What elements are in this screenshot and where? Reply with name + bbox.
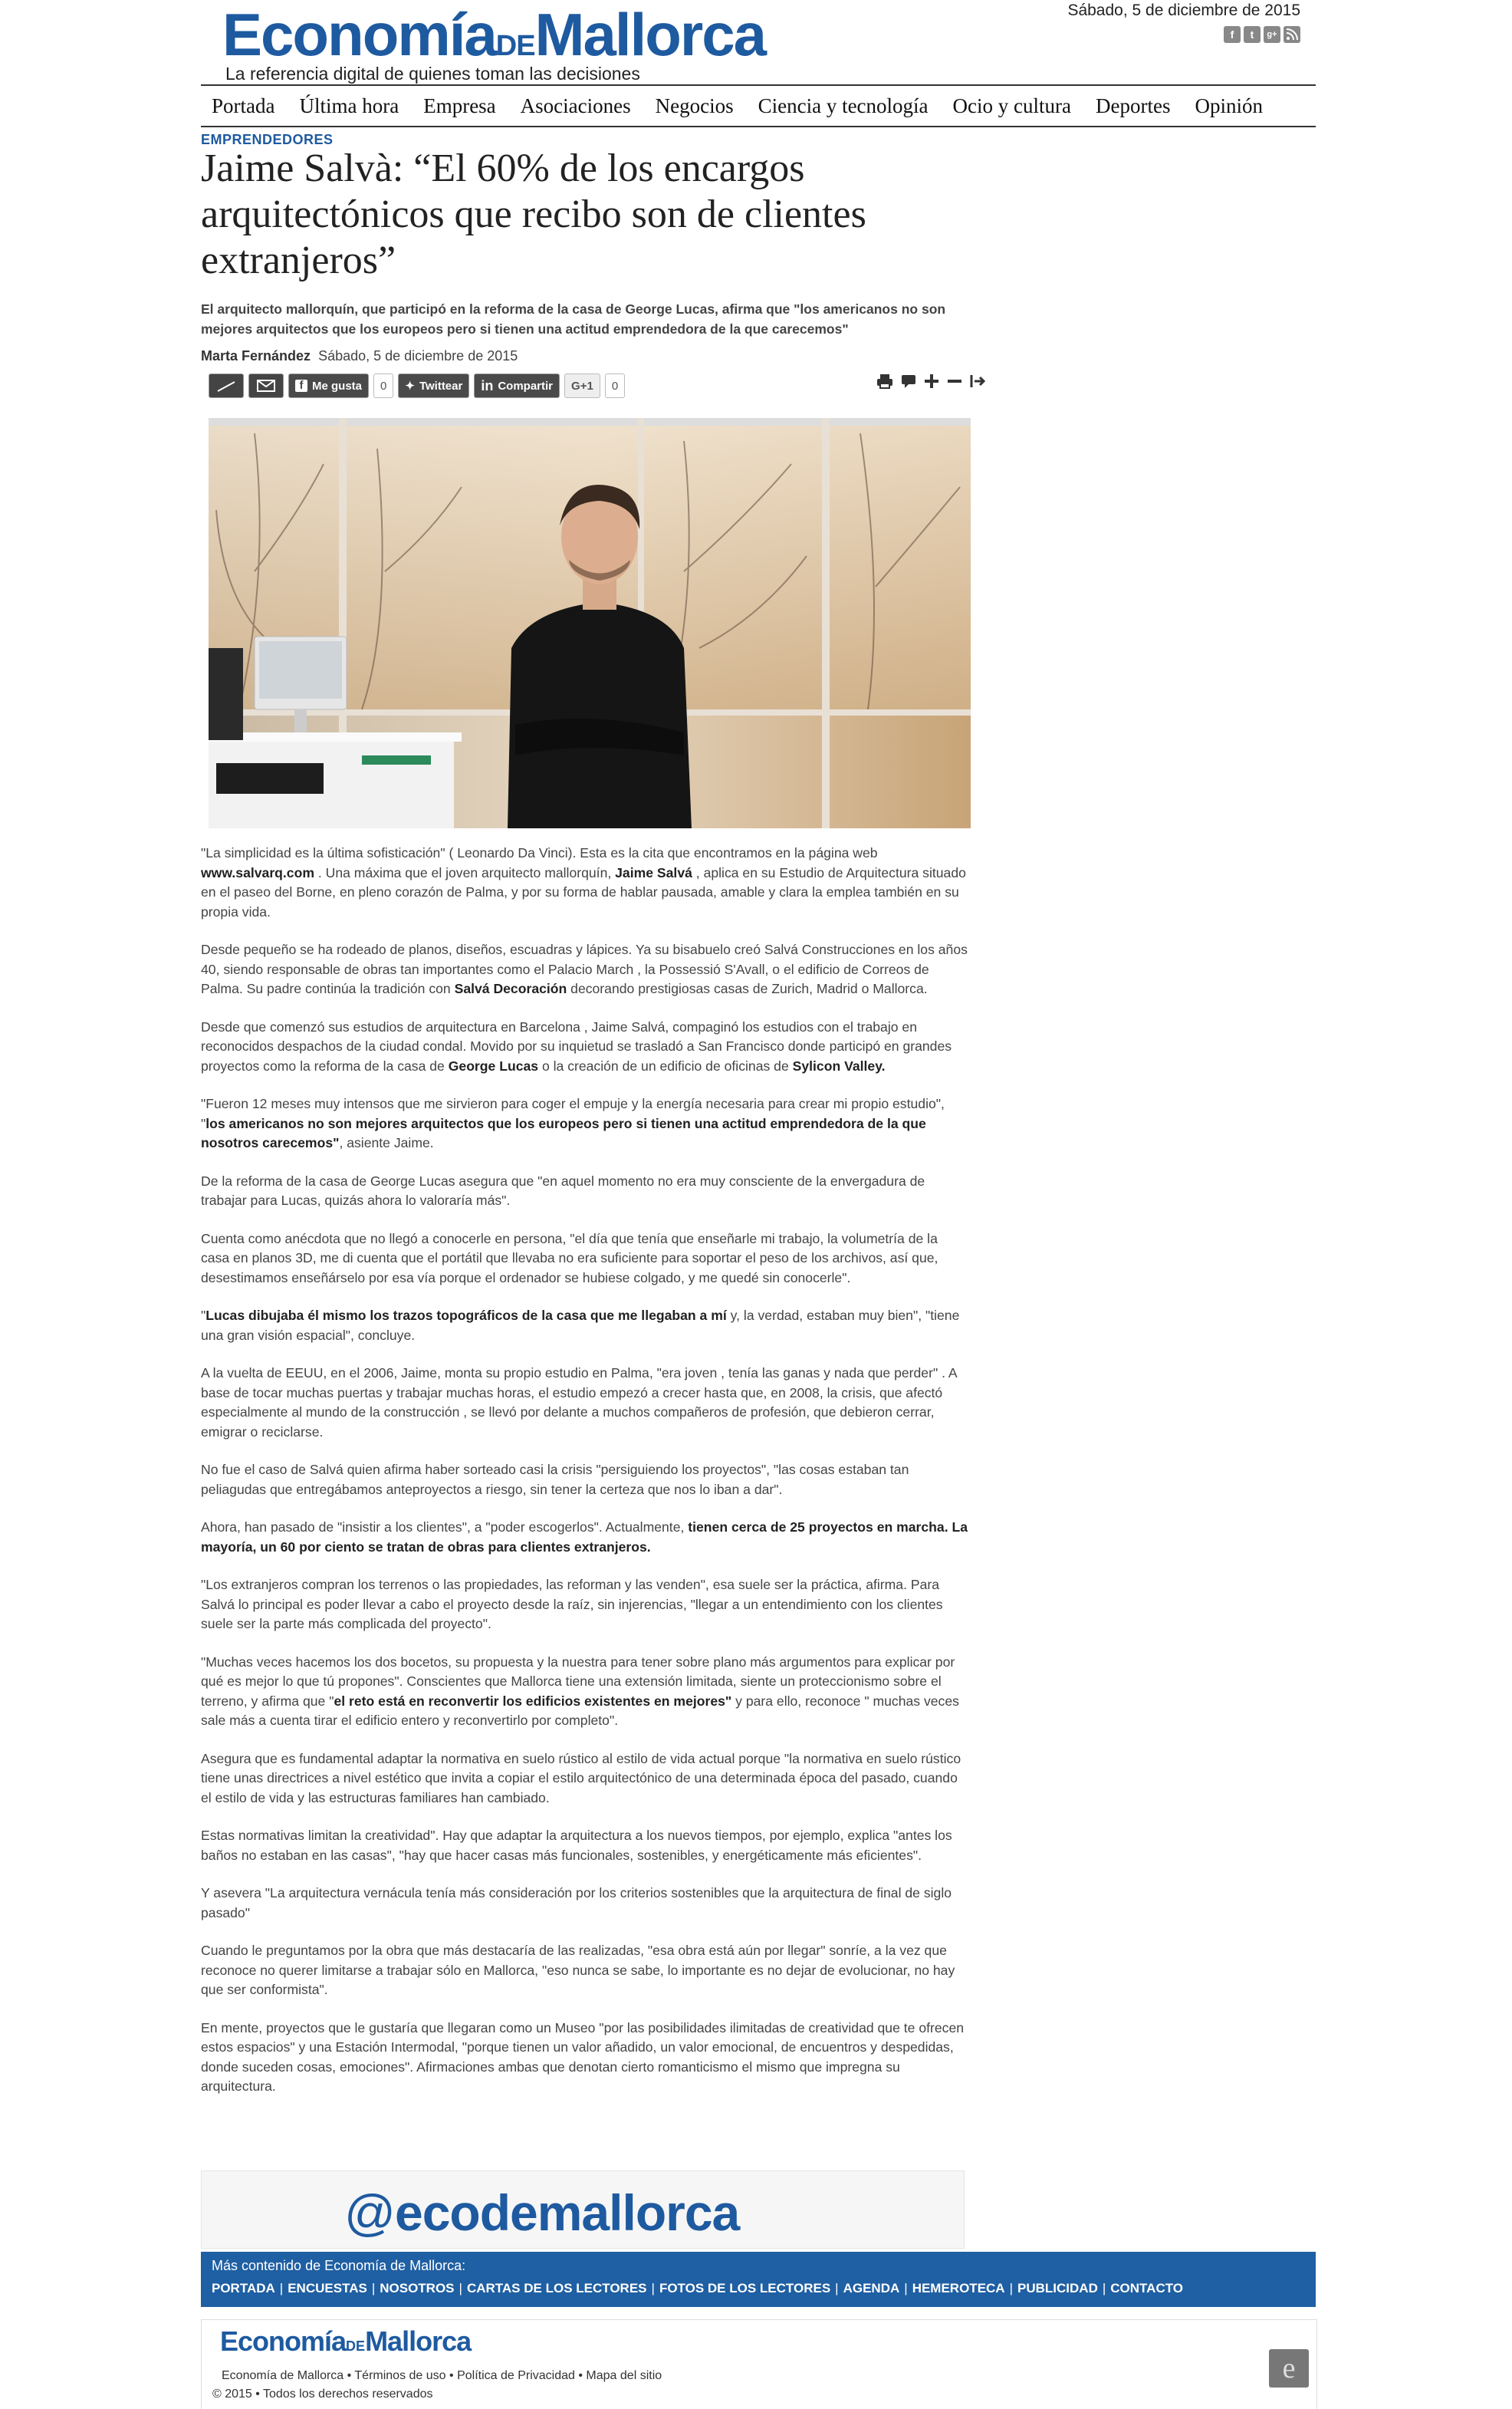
- text-span: Y asevera "La arquitectura vernácula tenía más consideración por los criterios sostenibles que la arquitectura de final de siglo pasado": [201, 1885, 952, 1920]
- main-nav: [201, 84, 1316, 127]
- section-label[interactable]: EMPRENDEDORES: [201, 132, 334, 147]
- twitter-banner[interactable]: [201, 2170, 965, 2249]
- text-span: "La simplicidad es la última sofisticación" ( Leonardo Da Vinci). Esta es la cita que encontramos en la página web: [201, 845, 878, 861]
- text-span: "Fueron 12 meses muy intensos que me sirvieron para coger el empuje y la energía necesaria para crear mi propio estudio", ": [201, 1096, 945, 1131]
- font-decrease-icon[interactable]: [946, 371, 963, 395]
- bold-text: Salvá Decoración: [454, 981, 567, 996]
- footer-links-bar: [201, 2252, 1316, 2307]
- text-span: y, la verdad, estaban muy bien", "tiene una gran visión espacial", concluye.: [201, 1308, 960, 1343]
- byline: [201, 348, 518, 364]
- footer-link[interactable]: NOSOTROS: [380, 2281, 455, 2295]
- article-paragraph: [201, 1364, 968, 1442]
- email-icon[interactable]: [248, 374, 284, 398]
- site-badge-icon: e: [1269, 2349, 1309, 2388]
- nav-ciencia-tecnologia[interactable]: Ciencia y tecnología: [758, 94, 929, 117]
- exit-icon[interactable]: [969, 371, 986, 395]
- text-span: De la reforma de la casa de George Lucas asegura que "en aquel momento no era muy consciente de la envergadura de trabajar para Lucas, quizás ahora lo valoraría más".: [201, 1173, 925, 1208]
- article-paragraph: [201, 844, 968, 922]
- text-span: "Muchas veces hacemos los dos bocetos, su propuesta y la nuestra para tener sobre plano más argumentos para explicar por qué es mejor lo que tú propones". Conscientes que Mallorca tiene una extensión limitada, siente un proteccionismo sobre el terreno, y afirma que ": [201, 1654, 955, 1709]
- footer-link[interactable]: PUBLICIDAD: [1017, 2281, 1098, 2295]
- article-paragraph: [201, 940, 968, 999]
- article-paragraph: [201, 1018, 968, 1077]
- nav-asociaciones[interactable]: Asociaciones: [520, 94, 631, 117]
- banner-at: @: [344, 2184, 395, 2241]
- tweet-label: Twittear: [419, 379, 463, 393]
- article-paragraph: [201, 1094, 968, 1153]
- pencil-icon[interactable]: [209, 374, 244, 398]
- footer-link[interactable]: ENCUESTAS: [288, 2281, 367, 2295]
- footer-link[interactable]: HEMEROTECA: [912, 2281, 1005, 2295]
- bold-text: tienen cerca de 25 proyectos en marcha. La mayoría, un 60 por ciento se tratan de obras para clientes extranjeros.: [201, 1519, 968, 1555]
- nav-negocios[interactable]: Negocios: [655, 94, 734, 117]
- rss-icon[interactable]: [1284, 26, 1300, 43]
- footer-bottom-link[interactable]: Términos de uso: [354, 2369, 446, 2382]
- copyright: © 2015 • Todos los derechos reservados: [212, 2388, 433, 2401]
- nav-empresa[interactable]: Empresa: [423, 94, 496, 117]
- bullet-separator: •: [445, 2369, 458, 2382]
- logo-word-de: DE: [495, 30, 535, 62]
- article-paragraph: [201, 1229, 968, 1288]
- separator: |: [835, 2281, 839, 2295]
- footer-logo-word-2: Mallorca: [365, 2325, 472, 2357]
- article-date: Sábado, 5 de diciembre de 2015: [318, 348, 518, 364]
- site-tagline: La referencia digital de quienes toman las decisiones: [225, 64, 640, 84]
- text-span: . Una máxima que el joven arquitecto mallorquín,: [314, 864, 616, 880]
- bold-text: los americanos no son mejores arquitectos que los europeos pero si tienen una actitud emprendedora de la que nosotros carecemos": [201, 1115, 926, 1150]
- article-paragraph: [201, 1172, 968, 1211]
- article-paragraph: [201, 1826, 968, 1865]
- nav-portada[interactable]: Portada: [212, 94, 275, 117]
- article-headline: Jaime Salvà: “El 60% de los encargos arquitectónicos que recibo son de clientes extranjeros”: [201, 146, 866, 282]
- facebook-like-button[interactable]: [288, 374, 369, 398]
- google-plus-button[interactable]: G+1: [564, 374, 600, 398]
- linkedin-share-button[interactable]: [474, 374, 560, 398]
- text-span: ": [201, 1308, 206, 1323]
- bullet-separator: •: [343, 2369, 355, 2382]
- banner-mallorca: mallorca: [537, 2184, 740, 2241]
- article-tools: [876, 371, 986, 395]
- facebook-icon: f: [295, 380, 307, 392]
- footer-link[interactable]: AGENDA: [843, 2281, 900, 2295]
- nav-ocio-cultura[interactable]: Ocio y cultura: [952, 94, 1071, 117]
- share-toolbar: [209, 374, 625, 398]
- article-photo-illustration: [209, 418, 971, 828]
- text-span: A la vuelta de EEUU, en el 2006, Jaime, monta su propio estudio en Palma, "era joven , tenía las ganas y nada que perder" . A base de tocar muchas puertas y trabajar muchas horas, el estudio empezó a crecer hasta que, en 2008, la crisis, que afectó especialmente al mundo de la construcción , se llevó por delante a muchos compañeros de profesión, que debieron cerrar, emigrar o reciclarse.: [201, 1365, 957, 1440]
- twitter-handle: [344, 2184, 739, 2242]
- text-span: Cuenta como anécdota que no llegó a conocerle en persona, "el día que tenía que enseñarle mi trabajo, la volumetría de la casa en planos 3D, me di cuenta que el portátil que llevaba no era suficiente para soportar el peso de los archivos, así que, desestimamos enseñárselo por esa vía porque el ordenador se hubiese colgado, y me quedé sin conocerle".: [201, 1230, 938, 1285]
- masthead: [222, 1, 851, 84]
- logo-word-2: Mallorca: [534, 1, 766, 68]
- footer-bottom-link[interactable]: Economía de Mallorca: [222, 2369, 344, 2382]
- article-paragraph: [201, 1575, 968, 1634]
- article-paragraph: [201, 2019, 968, 2097]
- footer-logo-de: DE: [346, 2338, 366, 2354]
- author-name: Marta Fernández: [201, 348, 311, 364]
- social-links: [1224, 26, 1300, 43]
- footer-bottom: [201, 2319, 1317, 2409]
- footer-more-label: Más contenido de Economía de Mallorca:: [212, 2258, 466, 2273]
- separator: |: [279, 2281, 284, 2295]
- text-span: "Los extranjeros compran los terrenos o las propiedades, las reforman y las venden", esa suele ser la práctica, afirma. Para Salvá lo principal es poder llevar a cabo el proyecto desde la raíz, sin injerencias, "llegar a un entendimiento con los clientes suele ser la parte más complicada del proyecto".: [201, 1577, 943, 1631]
- twitter-bird-icon: ✦: [405, 380, 415, 393]
- text-span: Asegura que es fundamental adaptar la normativa en suelo rústico al estilo de vida actual porque "la normativa en suelo rústico tiene unas directrices a nivel estético que invita a copiar el estilo arquitectónico de una determinada época del pasado, cuando el estilo de vida y las estructuras familiares han cambiado.: [201, 1750, 961, 1805]
- bold-text: Sylicon Valley.: [792, 1058, 886, 1074]
- footer-bottom-links: [222, 2369, 662, 2383]
- article-paragraph: [201, 1884, 968, 1923]
- footer-link[interactable]: CARTAS DE LOS LECTORES: [466, 2281, 647, 2295]
- twitter-icon[interactable]: t: [1244, 26, 1261, 43]
- logo-word-1: Economía: [222, 1, 496, 68]
- article-paragraph: [201, 1460, 968, 1499]
- separator: |: [1102, 2281, 1106, 2295]
- like-count: 0: [373, 374, 393, 398]
- article-paragraph: [201, 1941, 968, 2000]
- facebook-icon[interactable]: f: [1224, 26, 1241, 43]
- nav-opinion[interactable]: Opinión: [1195, 94, 1263, 117]
- font-increase-icon[interactable]: [923, 371, 940, 395]
- bold-text: Jaime Salvá: [615, 864, 692, 880]
- footer-bottom-link[interactable]: Política de Privacidad: [457, 2369, 575, 2382]
- text-span: Desde pequeño se ha rodeado de planos, diseños, escuadras y lápices. Ya su bisabuelo creó Salvá Construcciones en los años 40, siendo responsable de obras tan importantes como el Palacio March , la Possessió S'Avall, o el edificio de Correos de Palma. Su padre continúa la tradición con: [201, 942, 968, 996]
- bold-text: el reto está en reconvertir los edificios existentes en mejores": [334, 1693, 732, 1709]
- text-span: decorando prestigiosas casas de Zurich, Madrid o Mallorca.: [567, 981, 928, 996]
- article-lead: El arquitecto mallorquín, que participó en la reforma de la casa de George Lucas, afirma que "los americanos no son mejores arquitectos que los europeos pero si tienen una actitud emprendedora de la que carecemos": [201, 301, 946, 337]
- text-span: y para ello, reconoce " muchas veces sale más a cuenta tirar el edificio entero y reconvertirlo por completo".: [201, 1693, 959, 1728]
- text-span: En mente, proyectos que le gustaría que llegaran como un Museo "por las posibilidades ilimitadas de creatividad que te ofrecen estos espacios" y una Estación Intermodal, "porque tienen un valor añadido, un valor emocional, de encuentros y despedidas, donde suceden cosas, emociones". Afirmaciones ambas que denotan cierto romanticismo el mismo que impregna su arquitectura.: [201, 2019, 965, 2094]
- footer-logo[interactable]: [220, 2325, 472, 2357]
- text-span: , aplica en su Estudio de Arquitectura situado en el paseo del Borne, en pleno corazón de Palma, y por su forma de hablar pausada, amable y clara la emplea también en su propia vida.: [201, 864, 966, 920]
- site-logo[interactable]: [222, 1, 766, 68]
- bold-text: George Lucas: [448, 1058, 539, 1074]
- separator: |: [1009, 2281, 1014, 2295]
- separator: |: [459, 2281, 462, 2295]
- bullet-separator: •: [574, 2369, 587, 2382]
- google-plus-icon[interactable]: g+: [1264, 26, 1280, 43]
- banner-eco: ecode: [395, 2184, 537, 2241]
- separator: |: [904, 2281, 908, 2295]
- text-span: No fue el caso de Salvá quien afirma haber sorteado casi la crisis "persiguiendo los proyectos", "las cosas estaban tan peliagudas que entregábamos anteproyectos a riesgo, sin tener la certeza que nos lo iban a dar".: [201, 1462, 909, 1497]
- text-span: Estas normativas limitan la creatividad". Hay que adaptar la arquitectura a los nuevos tiempos, por ejemplo, explica "antes los baños no estaban en las casas", "hay que hacer casas más funcionales, sostenibles, y energéticamente más eficientes".: [201, 1828, 952, 1863]
- footer-logo-word-1: Economía: [220, 2325, 347, 2357]
- text-span: Ahora, han pasado de "insistir a los clientes", a "poder escogerlos". Actualmente,: [201, 1519, 689, 1535]
- nav-deportes[interactable]: Deportes: [1095, 94, 1171, 117]
- footer-link[interactable]: PORTADA: [212, 2281, 275, 2295]
- print-icon[interactable]: [876, 371, 894, 395]
- header-date: Sábado, 5 de diciembre de 2015: [1067, 2, 1300, 19]
- article-paragraph: [201, 1518, 968, 1557]
- text-span: o la creación de un edificio de oficinas de: [538, 1058, 793, 1074]
- footer-link[interactable]: CONTACTO: [1110, 2281, 1184, 2295]
- text-span: Cuando le preguntamos por la obra que más destacaría de las realizadas, "esa obra está aún por llegar" sonríe, a la vez que reconoce no querer limitarse a trabajar sólo en Mallorca, "eso nunca se sabe, lo importante es no dejar de evolucionar, no hay que ser conformista".: [201, 1943, 955, 1997]
- article-paragraph: [201, 1749, 968, 1808]
- bold-text: Lucas dibujaba él mismo los trazos topográficos de la casa que me llegaban a mí: [205, 1308, 727, 1323]
- article-photo: [209, 418, 971, 828]
- share-label: Compartir: [498, 379, 554, 393]
- bold-text: www.salvarq.com: [201, 864, 314, 880]
- text-span: Desde que comenzó sus estudios de arquitectura en Barcelona , Jaime Salvá, compaginó los estudios con el trabajo en reconocidos despachos de la ciudad condal. Movido por su inquietud se trasladó a San Francisco donde participó en grandes proyectos como la reforma de la casa de: [201, 1019, 952, 1074]
- article-body: [201, 844, 968, 2115]
- text-span: , asiente Jaime.: [339, 1135, 434, 1150]
- gplus-count: 0: [605, 374, 625, 398]
- article-paragraph: [201, 1306, 968, 1345]
- comment-icon[interactable]: [900, 371, 917, 395]
- linkedin-icon: in: [481, 377, 494, 393]
- nav-ultima-hora[interactable]: Última hora: [299, 94, 399, 117]
- like-label: Me gusta: [312, 379, 363, 393]
- article-paragraph: [201, 1653, 968, 1731]
- tweet-button[interactable]: [398, 374, 469, 398]
- footer-links: [212, 2281, 1183, 2296]
- separator: |: [371, 2281, 376, 2295]
- separator: |: [651, 2281, 655, 2295]
- footer-bottom-link[interactable]: Mapa del sitio: [586, 2369, 662, 2382]
- footer-link[interactable]: FOTOS DE LOS LECTORES: [659, 2281, 831, 2295]
